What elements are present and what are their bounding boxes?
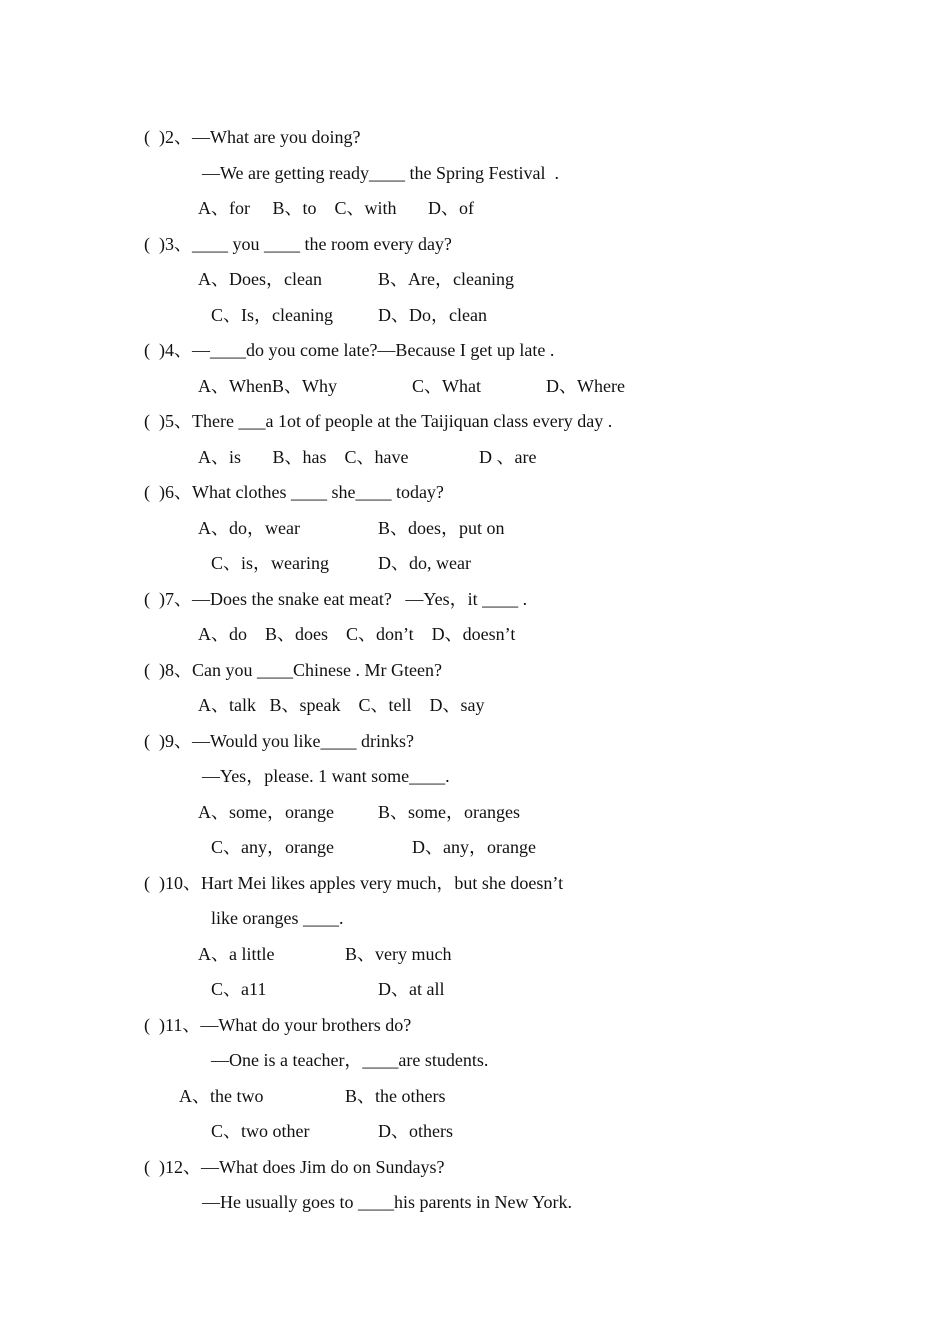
question-11-option-b: B、the others bbox=[345, 1086, 446, 1106]
question-9-option-d: D、any，orange bbox=[412, 837, 536, 857]
question-10-continuation: like oranges ____. bbox=[211, 908, 344, 928]
question-9: ( )9、—Would you like____ drinks? bbox=[144, 731, 415, 751]
question-11-option-a: A、the two bbox=[179, 1086, 264, 1106]
question-10: ( )10、Hart Mei likes apples very much，but she doesn’t bbox=[144, 873, 564, 893]
question-6-option-c: C、is，wearing bbox=[211, 553, 329, 573]
question-3-option-b: B、Are，cleaning bbox=[378, 269, 514, 289]
question-2: ( )2、—What are you doing? bbox=[144, 127, 361, 147]
question-2-options: A、for B、to C、with D、of bbox=[198, 198, 474, 218]
question-5: ( )5、There ___a 1ot of people at the Taijiquan class every day . bbox=[144, 411, 613, 431]
question-4-options-ab: A、WhenB、Why bbox=[198, 376, 337, 396]
question-5-option-d: D 、are bbox=[479, 447, 537, 467]
question-7-options: A、do B、does C、don’t D、doesn’t bbox=[198, 624, 516, 644]
question-2-answer-line: —We are getting ready____ the Spring Festival . bbox=[202, 163, 559, 183]
question-8-options: A、talk B、speak C、tell D、say bbox=[198, 695, 485, 715]
question-11-answer-line: —One is a teacher，____are students. bbox=[211, 1050, 489, 1070]
question-9-answer-line: —Yes，please. 1 want some____. bbox=[202, 766, 450, 786]
question-3-option-a: A、Does，clean bbox=[198, 269, 322, 289]
question-9-option-a: A、some，orange bbox=[198, 802, 334, 822]
question-4: ( )4、—____do you come late?—Because I get up late . bbox=[144, 340, 555, 360]
question-4-option-c: C、What bbox=[412, 376, 481, 396]
question-9-option-b: B、some，oranges bbox=[378, 802, 520, 822]
question-6: ( )6、What clothes ____ she____ today? bbox=[144, 482, 444, 502]
question-11-option-c: C、two other bbox=[211, 1121, 310, 1141]
question-10-option-c: C、a11 bbox=[211, 979, 267, 999]
question-10-option-a: A、a little bbox=[198, 944, 275, 964]
question-6-option-a: A、do，wear bbox=[198, 518, 300, 538]
question-3-option-d: D、Do，clean bbox=[378, 305, 487, 325]
question-4-option-d: D、Where bbox=[546, 376, 625, 396]
question-7: ( )7、—Does the snake eat meat? —Yes，it ____ . bbox=[144, 589, 528, 609]
question-11: ( )11、—What do your brothers do? bbox=[144, 1015, 412, 1035]
question-10-option-b: B、very much bbox=[345, 944, 452, 964]
question-9-option-c: C、any，orange bbox=[211, 837, 334, 857]
question-3: ( )3、____ you ____ the room every day? bbox=[144, 234, 452, 254]
question-5-options-abc: A、is B、has C、have bbox=[198, 447, 409, 467]
question-11-option-d: D、others bbox=[378, 1121, 453, 1141]
question-3-option-c: C、Is，cleaning bbox=[211, 305, 333, 325]
question-6-option-d: D、do, wear bbox=[378, 553, 471, 573]
question-8: ( )8、Can you ____Chinese . Mr Gteen? bbox=[144, 660, 442, 680]
question-6-option-b: B、does，put on bbox=[378, 518, 505, 538]
question-10-option-d: D、at all bbox=[378, 979, 445, 999]
question-12: ( )12、—What does Jim do on Sundays? bbox=[144, 1157, 445, 1177]
question-12-answer-line: —He usually goes to ____his parents in New York. bbox=[202, 1192, 572, 1212]
